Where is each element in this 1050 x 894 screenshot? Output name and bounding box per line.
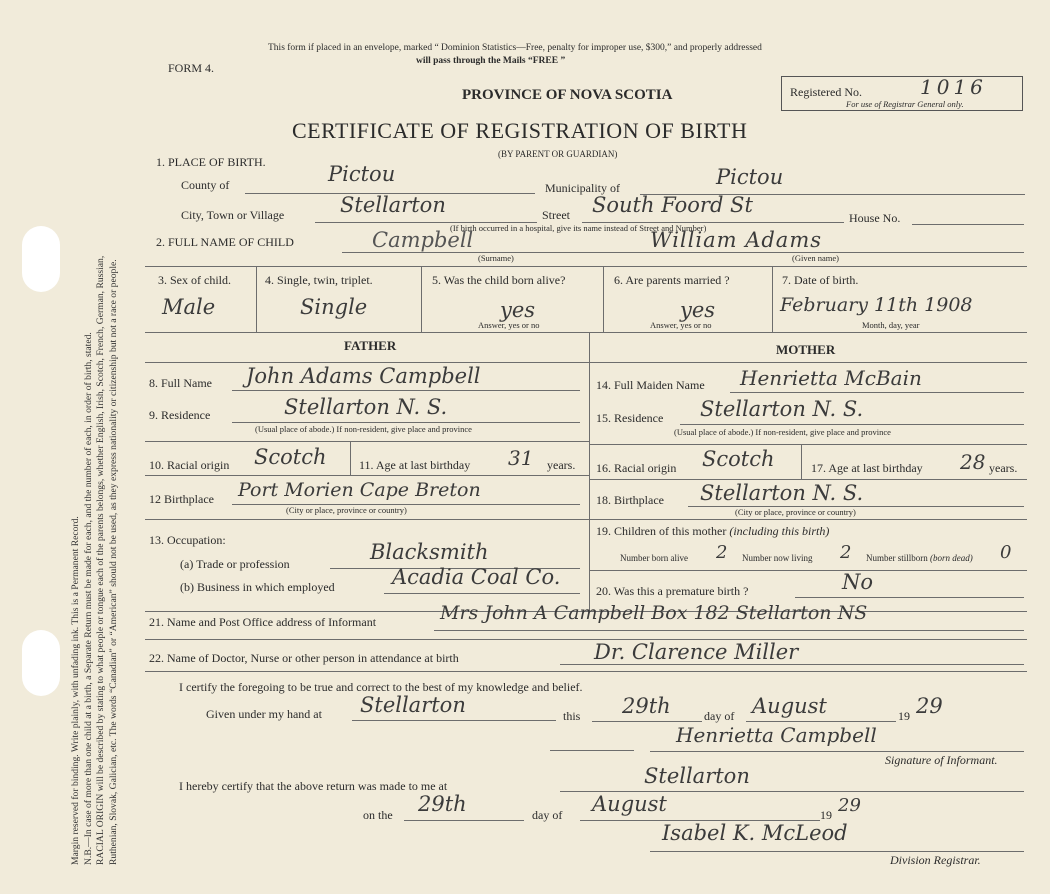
mother-age-years: years. xyxy=(989,461,1018,475)
father-birthplace-caption: (City or place, province or country) xyxy=(286,505,407,515)
mother-residence-value: Stellarton N. S. xyxy=(700,397,864,421)
father-heading: FATHER xyxy=(344,338,397,353)
children-label xyxy=(596,524,829,539)
street-value: South Foord St xyxy=(592,193,753,217)
form-number: FORM 4. xyxy=(168,61,215,75)
informant-signature-caption: Signature of Informant. xyxy=(885,753,998,767)
stillborn-label-note: (born dead) xyxy=(930,553,973,563)
city-value: Stellarton xyxy=(340,193,446,217)
born-alive-count: 2 xyxy=(716,542,728,563)
father-birthplace-value: Port Morien Cape Breton xyxy=(238,479,481,501)
certify-this: this xyxy=(563,709,581,723)
mother-residence-label: 15. Residence xyxy=(596,411,664,425)
mother-name-value: Henrietta McBain xyxy=(740,366,922,390)
certificate-title: CERTIFICATE OF REGISTRATION OF BIRTH xyxy=(292,118,748,143)
date-of-birth-caption: Month, day, year xyxy=(862,320,920,330)
mother-birthplace-value: Stellarton N. S. xyxy=(700,481,864,505)
given-under-hand-label: Given under my hand at xyxy=(206,707,322,721)
born-alive-caption: Answer, yes or no xyxy=(478,320,540,330)
certify-month: August xyxy=(752,694,827,718)
born-alive-count-label: Number born alive xyxy=(620,553,688,563)
place-of-birth-heading: 1. PLACE OF BIRTH. xyxy=(156,155,266,169)
occupation-label: 13. Occupation: xyxy=(149,533,226,547)
postal-notice-line2: will pass through the Mails “FREE ” xyxy=(416,56,566,66)
stillborn-label-text: Number stillborn xyxy=(866,553,928,563)
now-living-count-label: Number now living xyxy=(742,553,813,563)
registered-number-box xyxy=(781,76,1023,111)
stillborn-count-label xyxy=(866,553,973,563)
parents-married-value: yes xyxy=(680,298,716,322)
informant-label: 21. Name and Post Office address of Informant xyxy=(149,615,377,629)
premature-value: No xyxy=(842,570,874,594)
postal-notice-line1: This form if placed in an envelope, marked “ Dominion Statistics—Free, penalty for improper use, $300,” and properly addressed xyxy=(268,43,762,53)
date-of-birth-label: 7. Date of birth. xyxy=(782,273,859,287)
business-label: (b) Business in which employed xyxy=(180,580,335,594)
father-racial-value: Scotch xyxy=(254,445,327,469)
province-heading: PROVINCE OF NOVA SCOTIA xyxy=(462,87,673,103)
child-name-label: 2. FULL NAME OF CHILD xyxy=(156,235,294,249)
hospital-note: (If birth occurred in a hospital, give its name instead of Street and Number) xyxy=(450,223,707,233)
mother-racial-value: Scotch xyxy=(702,447,775,471)
registrar-on-the: on the xyxy=(363,808,393,822)
registered-number-note: For use of Registrar General only. xyxy=(846,99,964,109)
margin-note: Margin reserved for binding. Write plainly, with unfading ink. This is a Permanent Record. xyxy=(70,516,81,865)
margin-notes xyxy=(70,75,120,865)
registrar-year-prefix: 19 xyxy=(820,808,832,822)
father-birthplace-label: 12 Birthplace xyxy=(149,492,214,506)
trade-value: Blacksmith xyxy=(370,540,489,564)
registered-number-label: Registered No. xyxy=(790,85,862,99)
certify-day-of: day of xyxy=(704,709,735,723)
surname-caption: (Surname) xyxy=(478,253,514,263)
doctor-label: 22. Name of Doctor, Nurse or other person in attendance at birth xyxy=(149,651,459,665)
now-living-count: 2 xyxy=(840,542,852,563)
mother-age-value: 28 xyxy=(960,450,986,474)
trade-label: (a) Trade or profession xyxy=(180,557,290,571)
child-given-name: William Adams xyxy=(650,228,823,252)
mother-age-label: 17. Age at last birthday xyxy=(811,461,923,475)
father-residence-label: 9. Residence xyxy=(149,408,211,422)
mother-birthplace-label: 18. Birthplace xyxy=(596,493,664,507)
certificate-subtitle: (BY PARENT OR GUARDIAN) xyxy=(498,149,618,159)
certify-year: 29 xyxy=(916,694,943,718)
county-label: County of xyxy=(181,178,230,192)
sex-value: Male xyxy=(162,295,216,319)
registrar-statement: I hereby certify that the above return was made to me at xyxy=(179,779,448,793)
informant-signature: Henrietta Campbell xyxy=(676,723,877,747)
punch-hole-bottom xyxy=(22,630,60,696)
mother-heading: MOTHER xyxy=(776,342,836,357)
doctor-value: Dr. Clarence Miller xyxy=(594,640,799,664)
registrar-year: 29 xyxy=(838,795,861,816)
father-name-value: John Adams Campbell xyxy=(246,364,481,388)
registrar-caption: Division Registrar. xyxy=(890,853,981,867)
sex-label: 3. Sex of child. xyxy=(158,273,231,287)
father-residence-caption: (Usual place of abode.) If non-resident, give place and province xyxy=(255,424,472,434)
premature-label: 20. Was this a premature birth ? xyxy=(596,584,749,598)
father-residence-value: Stellarton N. S. xyxy=(284,395,448,419)
given-name-caption: (Given name) xyxy=(792,253,839,263)
father-age-value: 31 xyxy=(508,446,534,470)
father-name-label: 8. Full Name xyxy=(149,376,212,390)
father-age-years: years. xyxy=(547,458,576,472)
margin-note: N.B.—In case of more than one child at a birth, a Separate Return must be made for each, and the number of each, in order of birth, stated. xyxy=(82,332,94,865)
informant-value: Mrs John A Campbell Box 182 Stellarton NS xyxy=(440,602,868,624)
mother-birthplace-caption: (City or place, province or country) xyxy=(735,507,856,517)
registrar-day: 29th xyxy=(418,792,467,816)
child-surname: Campbell xyxy=(372,228,474,252)
street-label: Street xyxy=(542,208,570,222)
father-age-label: 11. Age at last birthday xyxy=(359,458,471,472)
children-label-text: 19. Children of this mother xyxy=(596,524,727,538)
mother-racial-label: 16. Racial origin xyxy=(596,461,677,475)
father-racial-label: 10. Racial origin xyxy=(149,458,230,472)
children-label-note: (including this birth) xyxy=(729,524,830,538)
single-twin-label: 4. Single, twin, triplet. xyxy=(265,273,373,287)
registered-number-value: 1016 xyxy=(920,75,987,99)
registrar-signature: Isabel K. McLeod xyxy=(662,821,848,845)
date-of-birth-value: February 11th 1908 xyxy=(780,294,973,316)
registrar-month: August xyxy=(592,792,667,816)
city-label: City, Town or Village xyxy=(181,208,285,222)
parents-married-caption: Answer, yes or no xyxy=(650,320,712,330)
business-value: Acadia Coal Co. xyxy=(392,565,561,589)
certify-statement: I certify the foregoing to be true and correct to the best of my knowledge and belief. xyxy=(179,680,583,694)
mother-residence-caption: (Usual place of abode.) If non-resident, give place and province xyxy=(674,427,891,437)
single-twin-value: Single xyxy=(300,295,368,319)
margin-note: Ruthenian, Slovak, Galician, etc. The words “Canadian” or “American” should not be used, as they express nationality or citizenship but not a race or people. xyxy=(107,259,119,865)
born-alive-label: 5. Was the child born alive? xyxy=(432,273,566,287)
county-value: Pictou xyxy=(328,162,396,186)
municipality-label: Municipality of xyxy=(545,181,620,195)
mother-name-label: 14. Full Maiden Name xyxy=(596,378,705,392)
stillborn-count: 0 xyxy=(1000,542,1012,563)
registrar-day-of: day of xyxy=(532,808,563,822)
certify-year-prefix: 19 xyxy=(898,709,910,723)
punch-hole-top xyxy=(22,226,60,292)
parents-married-label: 6. Are parents married ? xyxy=(614,273,730,287)
registrar-place: Stellarton xyxy=(644,764,750,788)
certify-place: Stellarton xyxy=(360,693,466,717)
margin-note: RACIAL ORIGIN will be described by stating to what people or tongue each of the parents belongs, whether English, Irish, Scotch, French, German, Russian, xyxy=(95,255,107,865)
house-number-label: House No. xyxy=(849,211,901,225)
certify-day: 29th xyxy=(622,694,671,718)
municipality-value: Pictou xyxy=(716,165,784,189)
born-alive-value: yes xyxy=(500,298,536,322)
